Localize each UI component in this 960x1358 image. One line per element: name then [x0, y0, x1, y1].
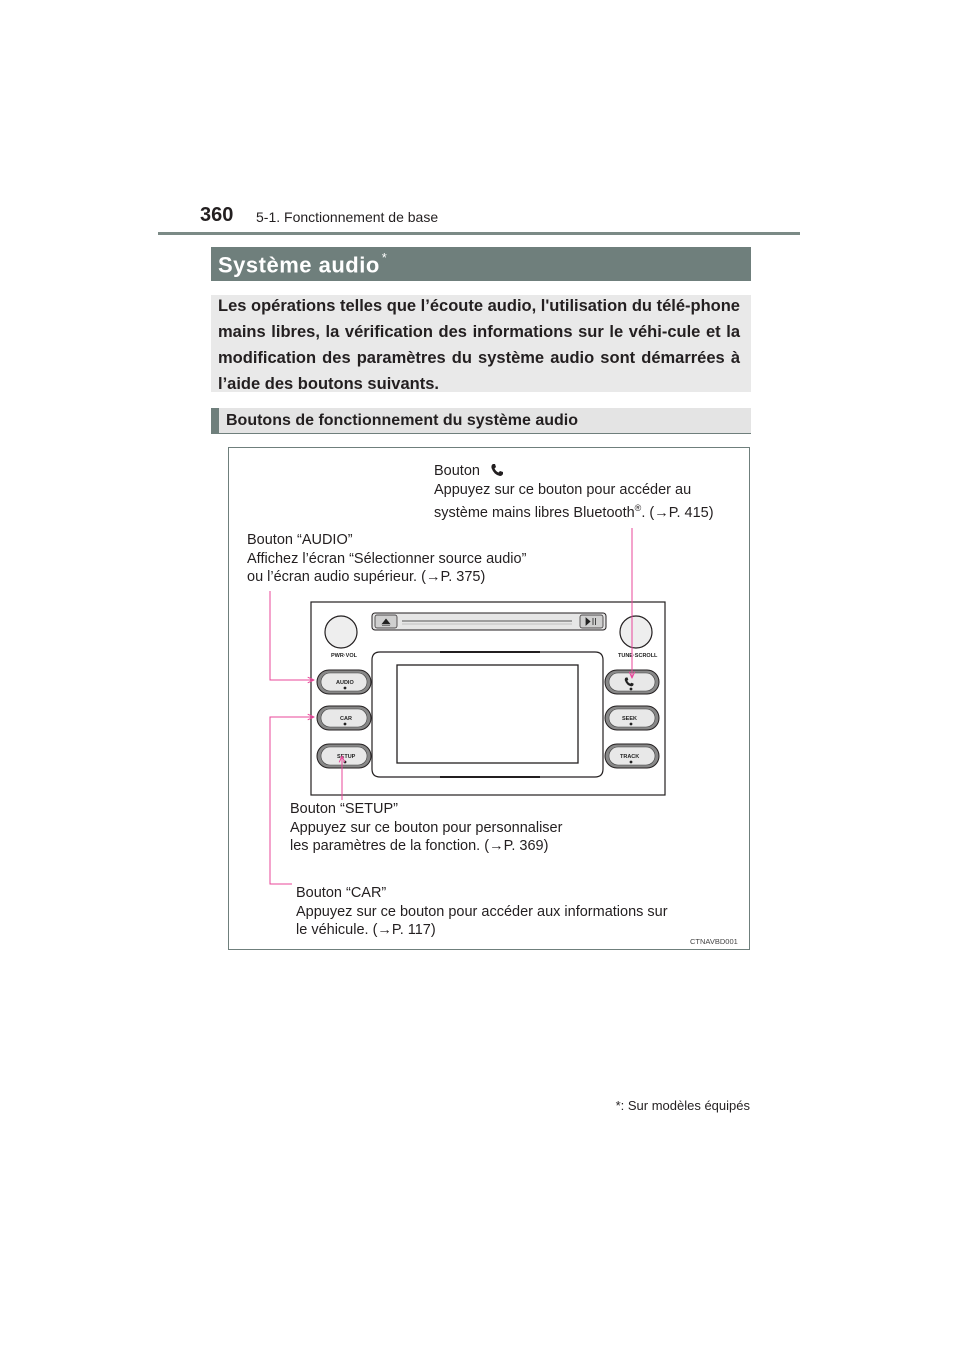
phone-callout-desc-2: système mains libres Bluetooth [434, 504, 635, 521]
title-asterisk: * [381, 250, 388, 265]
car-callout-desc: Appuyez sur ce bouton pour accéder aux informations sur [296, 903, 668, 920]
tune-scroll-label: TUNE·SCROLL [618, 653, 658, 659]
setup-button [317, 744, 371, 768]
setup-callout-ref: les paramètres de la fonction. (→P. 369) [290, 838, 549, 854]
car-callout-title: Bouton “CAR” [296, 885, 387, 901]
intro-text: Les opérations telles que l’écoute audio, l'utilisation du télé-phone mains libres, la vérification des informations sur le véhi-cule et la modification des paramètres du système audio sont démarrées à l’aide des boutons suivants. [218, 297, 740, 393]
subheader-title: Boutons de fonctionnement du système audio [226, 412, 579, 429]
figure-code: CTNAVBD001 [690, 937, 738, 946]
display-screen [397, 665, 578, 763]
tune-scroll-knob [620, 616, 652, 648]
registered-mark: ® [634, 503, 642, 513]
track-button-label: TRACK [620, 754, 640, 760]
audio-callout-ref: ou l’écran audio supérieur. (→P. 375) [247, 569, 486, 585]
audio-callout-title: Bouton “AUDIO” [247, 532, 353, 548]
setup-callout-desc: Appuyez sur ce bouton pour personnaliser [290, 819, 563, 836]
audio-callout-desc: Affichez l’écran “Sélectionner source audio” [247, 550, 527, 567]
page-number: 360 [200, 204, 234, 226]
section-title: 5-1. Fonctionnement de base [256, 209, 439, 225]
track-button [605, 744, 659, 768]
car-button [317, 706, 371, 730]
title-label: Système audio [218, 252, 380, 278]
audio-button [317, 670, 371, 694]
car-button-label: CAR [340, 716, 352, 722]
car-leader-line [270, 717, 314, 884]
pwr-vol-knob [325, 616, 357, 648]
phone-callout-ref: . (→P. 415) [641, 504, 714, 521]
seek-button [605, 706, 659, 730]
footnote: *: Sur modèles équipés [615, 1098, 750, 1113]
play-pause-button [580, 615, 603, 628]
audio-leader-line [270, 591, 314, 680]
phone-callout-desc: Appuyez sur ce bouton pour accéder au [434, 481, 692, 498]
pwr-vol-label: PWR·VOL [331, 653, 357, 659]
phone-callout-title: Bouton [434, 463, 480, 479]
setup-callout-title: Bouton “SETUP” [290, 801, 398, 817]
setup-button-label: SETUP [337, 754, 356, 760]
car-callout-ref: le véhicule. (→P. 117) [296, 922, 436, 938]
seek-button-label: SEEK [622, 716, 637, 722]
audio-button-label: AUDIO [336, 680, 354, 686]
